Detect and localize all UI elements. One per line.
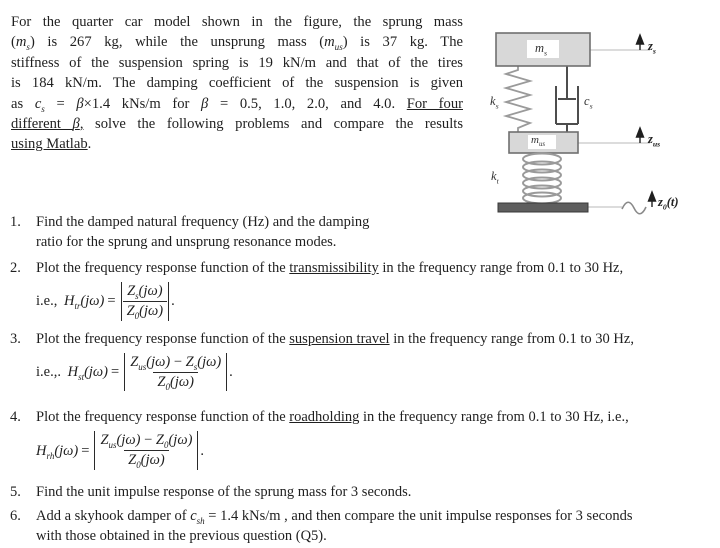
intro-line-4: is 184 kN/m. The damping coefficient of the suspension is given: [11, 75, 463, 92]
label-z0t: $z_0(t)$: [658, 195, 679, 212]
damper: [556, 66, 578, 132]
intro-line-5: as $c_s = \beta\times 1.4$ kNs/m for β = 0.5, 1.0, 2.0, and 4.0. For four: [11, 95, 463, 114]
eq3-fraction: $\frac{Z_{us}(j\omega) - Z_s(j\omega)}{Z_0(j\omega)}$: [130, 353, 222, 392]
equation-roadholding: $H_{rh}(j\omega)$ = $\frac{Z_{us}(j\omega) - Z_0(j\omega)}{Z_0(j\omega)}$ .: [36, 432, 205, 471]
arrow-zus-icon: [637, 128, 644, 137]
equation-transmissibility: i.e., $H_{tr}(j\omega)$ = $\frac{Z_s(j\omega)}{Z_0(j\omega)}$ .: [36, 283, 175, 321]
label-sprung-mass: $m_s$: [535, 41, 548, 58]
suspension-spring: [506, 66, 530, 132]
item3-line1: Plot the frequency response function of the suspension travel in the frequency range from 0.1 to 30 Hz,: [36, 330, 634, 347]
eq3-lhs: $H_{st}(j\omega)$: [67, 364, 109, 382]
eq2-lhs: $H_{tr}(j\omega)$: [63, 293, 105, 312]
eq3-magnitude: [124, 353, 227, 392]
intro-line-1: For the quarter car model shown in the figure, the sprung mass: [11, 14, 463, 30]
item-number: 2.: [10, 260, 21, 276]
list-item-4: [10, 407, 718, 478]
intro-line-6: different β, solve the following problems and compare the results: [11, 116, 463, 133]
list-item-5: [10, 482, 718, 502]
tire-spring: [523, 154, 561, 204]
coordinate-arrows: [637, 35, 656, 207]
eq2-fraction: $\frac{Z_s(j\omega)}{Z_0(j\omega)}$: [123, 282, 168, 321]
item1-line1: Find the damped natural frequency (Hz) and the damping: [36, 214, 370, 230]
list-item-2: [10, 258, 718, 329]
intro-line-3: stiffness of the suspension spring is 19 kN/m and that of the tires: [11, 54, 463, 71]
equation-suspension-travel: i.e.,. $H_{st}(j\omega)$ = $\frac{Z_{us}(j\omega) - Z_s(j\omega)}{Z_0(j\omega)}$ .: [36, 353, 233, 392]
eq4-fraction: $\frac{Z_{us}(j\omega) - Z_0(j\omega)}{Z_0(j\omega)}$: [100, 432, 193, 471]
list-item-1: [10, 212, 718, 252]
item4-line1: Plot the frequency response function of the roadholding in the frequency range from 0.1 to 30 Hz, i.e.,: [36, 409, 629, 426]
item6-line1: Add a skyhook damper of $c_{sh} = 1.4$ kNs/m , and then compare the unit impulse responses for 3 seconds: [36, 508, 633, 526]
arrow-zs-icon: [637, 35, 644, 44]
eq4-magnitude: [94, 431, 198, 470]
eq4-lhs: $H_{rh}(j\omega)$: [36, 442, 79, 461]
problem-list: [10, 212, 718, 546]
item5-line1: Find the unit impulse response of the sprung mass for 3 seconds.: [36, 484, 412, 501]
item2-line1: Plot the frequency response function of the transmissibility in the frequency range from 0.1 to 30 Hz,: [36, 260, 624, 276]
label-zs: $z_s$: [648, 39, 656, 56]
intro-line-2: $(m_s)$ is 267 kg, while the unsprung mass $(m_{us})$ is 37 kg. The: [11, 34, 463, 53]
item1-line2: ratio for the sprung and unsprung resonance modes.: [36, 234, 337, 250]
item6-line2: with those obtained in the previous question (Q5).: [36, 528, 327, 545]
label-damping-coefficient: $c_s$: [584, 94, 593, 111]
intro-paragraph: [11, 12, 463, 155]
item-number: 4.: [10, 409, 21, 426]
item-number: 6.: [10, 508, 21, 525]
item-number: 5.: [10, 484, 21, 501]
label-suspension-stiffness: $k_s$: [490, 94, 499, 111]
quarter-car-diagram: [478, 8, 720, 220]
eq2-magnitude: [121, 282, 170, 321]
item-number: 3.: [10, 330, 21, 347]
label-tire-stiffness: $k_t$: [491, 169, 499, 186]
arrow-z0-icon: [649, 192, 656, 201]
intro-line-7: using Matlab.: [11, 136, 92, 153]
road-ground-bar: [498, 203, 588, 212]
item-number: 1.: [10, 214, 21, 230]
list-item-3: [10, 329, 718, 400]
label-zus: $z_{us}$: [648, 132, 661, 149]
quarter-car-figure: [478, 8, 720, 220]
list-item-6: [10, 506, 718, 546]
label-unsprung-mass: $m_{us}$: [531, 134, 546, 149]
